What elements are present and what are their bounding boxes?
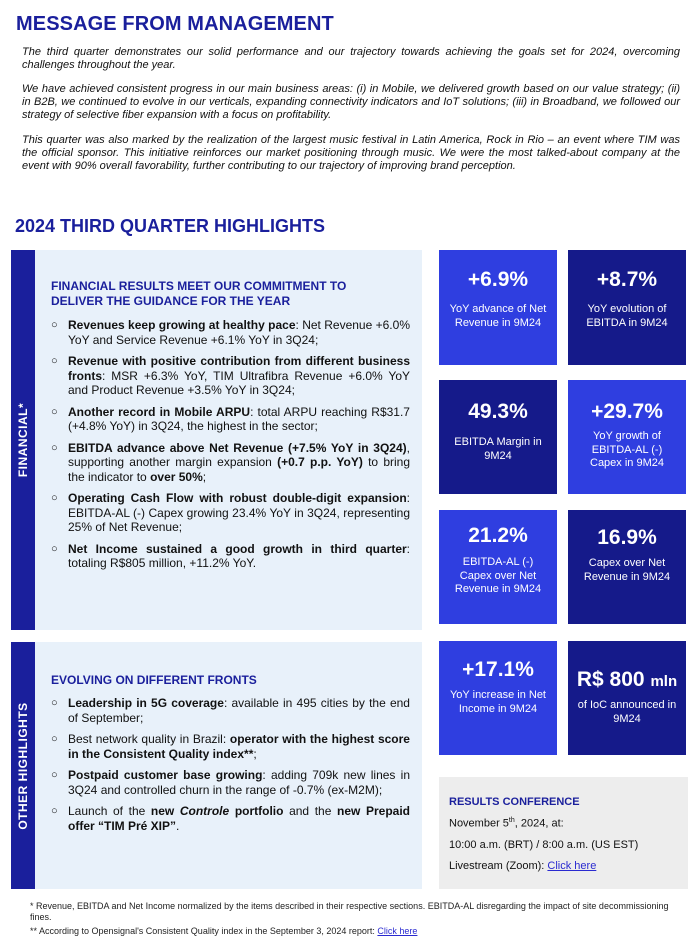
kpi-card-capex-revenue: [568, 510, 686, 624]
kpi-card-net-income: [439, 641, 557, 755]
kpi-card-ebitda: [568, 250, 686, 365]
other-sidebar: [11, 642, 35, 889]
conference-time: 10:00 a.m. (BRT) / 8:00 a.m. (US EST): [449, 839, 639, 851]
circle-bullet-icon: ○: [51, 697, 58, 709]
kpi-card-ioc: [568, 641, 686, 755]
kpi-description: YoY advance of Net Revenue in 9M24: [449, 303, 547, 329]
financial-panel: [35, 250, 422, 630]
conference-livestream: Livestream (Zoom): Click here: [449, 860, 597, 872]
financial-side-label: FINANCIAL*: [16, 402, 30, 478]
other-panel-title: EVOLVING ON DIFFERENT FRONTS: [51, 673, 257, 687]
other-side-label: OTHER HIGHLIGHTS: [16, 701, 30, 830]
financial-title-line1: FINANCIAL RESULTS MEET OUR COMMITMENT TO: [51, 279, 347, 293]
circle-bullet-icon: ○: [51, 769, 58, 781]
highlights-title: 2024 THIRD QUARTER HIGHLIGHTS: [15, 216, 326, 236]
list-item: ○ Postpaid customer base growing: adding 709k new lines in 3Q24 and controlled churn in the range of -0.7% (ex-M2M);: [51, 768, 411, 797]
kpi-description: of IoC announced in 9M24: [577, 699, 677, 725]
circle-bullet-icon: ○: [51, 319, 58, 331]
list-item: ○ Best network quality in Brazil: operator with the highest score in the Consistent Quality index**;: [51, 732, 410, 761]
kpi-card-ebitda-margin: [439, 380, 557, 494]
circle-bullet-icon: ○: [51, 733, 58, 745]
financial-title-line2: DELIVER THE GUIDANCE FOR THE YEAR: [51, 294, 291, 308]
financial-bullets: [51, 318, 410, 578]
management-title: MESSAGE FROM MANAGEMENT: [16, 13, 334, 35]
list-item: ○ Another record in Mobile ARPU: total ARPU reaching R$31.7 (+4.8% YoY) in 3Q24, the highest in the sector;: [51, 404, 410, 433]
kpi-value: R$ 800 mln: [576, 668, 678, 691]
kpi-value: 21.2%: [468, 524, 528, 547]
kpi-card-ebitda-al-capex-growth: [568, 380, 686, 494]
kpi-card-net-revenue: [439, 250, 557, 365]
management-paragraph-1: The third quarter demonstrates our solid performance and our trajectory towards achieving the goals set for 2024, overcoming challenges throughout the year.: [22, 46, 680, 72]
list-item: ○ Revenues keep growing at healthy pace: Net Revenue +6.0% YoY and Service Revenue +6.1% YoY in 3Q24;: [51, 318, 410, 347]
kpi-value: +17.1%: [462, 658, 534, 681]
conference-date: November 5th, 2024, at:: [449, 817, 564, 830]
list-item: ○ EBITDA advance above Net Revenue (+7.5% YoY in 3Q24), supporting another margin expansion (+0.7 p.p. YoY) to bring the indicator to over 50%;: [51, 440, 410, 484]
management-paragraph-3: This quarter was also marked by the realization of the largest music festival in Latin America, Rock in Rio – an event where TIM was the official sponsor. This initiative reinforces our market positioning through music. We were the most talked-about company at the event with 90% overall favorability, further contributing to our trajectory of improving brand perception.: [22, 134, 680, 173]
circle-bullet-icon: ○: [51, 492, 58, 504]
circle-bullet-icon: ○: [51, 355, 58, 367]
circle-bullet-icon: ○: [51, 542, 58, 555]
kpi-description: EBITDA Margin in 9M24: [454, 436, 542, 462]
kpi-value: 16.9%: [597, 526, 657, 549]
list-item: ○ Leadership in 5G coverage: available in 495 cities by the end of September;: [51, 696, 410, 725]
financial-sidebar: [11, 250, 35, 630]
management-paragraph-2: We have achieved consistent progress in our main business areas: (i) in Mobile, we delivered growth based on our value strategy; (ii) in B2B, we continued to evolve in our verticals, expanding connectivity indicators and IoT solutions; (iii) in Broadband, we followed our strategy of selective fiber expansion with a focus on profitability.: [22, 83, 680, 122]
kpi-description: YoY increase in Net Income in 9M24: [449, 689, 546, 715]
list-item: ○ Operating Cash Flow with robust double-digit expansion: EBITDA-AL (-) Capex growing 23.4% YoY in 3Q24, representing 25% of Net Revenue;: [51, 491, 410, 534]
circle-bullet-icon: ○: [51, 805, 58, 817]
circle-bullet-icon: ○: [51, 405, 58, 418]
list-item: ○ Net Income sustained a good growth in third quarter: totaling R$805 million, +11.2% YoY.: [51, 541, 410, 570]
kpi-description: YoY growth of EBITDA-AL (-) Capex in 9M24: [590, 430, 664, 469]
kpi-description: YoY evolution of EBITDA in 9M24: [586, 303, 668, 329]
kpi-description: EBITDA-AL (-) Capex over Net Revenue in 9M24: [454, 556, 542, 595]
footnote-1: * Revenue, EBITDA and Net Income normalized by the items described in their respective sections. EBITDA-AL disregarding the impact of site decommissioning fines.: [30, 901, 669, 922]
kpi-description: Capex over Net Revenue in 9M24: [583, 557, 671, 583]
results-conference-box: [439, 777, 688, 889]
financial-panel-title: [51, 279, 346, 309]
footnote-2: ** According to Opensignal's Consistent Quality index in the September 3, 2024 report: Click here: [30, 926, 418, 936]
other-panel: [35, 642, 422, 889]
circle-bullet-icon: ○: [51, 441, 58, 454]
conference-title: RESULTS CONFERENCE: [449, 796, 580, 808]
kpi-value: 49.3%: [468, 400, 528, 423]
other-bullets: [51, 696, 410, 840]
kpi-value: +6.9%: [467, 268, 529, 291]
kpi-card-ebitda-al-capex-revenue: [439, 510, 557, 624]
list-item: ○ Launch of the new Controle portfolio and the new Prepaid offer “TIM Pré XIP”.: [51, 804, 410, 833]
kpi-value: +8.7%: [596, 268, 658, 291]
list-item: ○ Revenue with positive contribution from different business fronts: MSR +6.3% YoY, TIM Ultrafibra Revenue +6.0% YoY and Product Revenue +3.5% YoY in 3Q24;: [51, 354, 410, 397]
opensignal-report-link[interactable]: Click here: [377, 926, 418, 936]
kpi-value: +29.7%: [591, 400, 663, 423]
livestream-link[interactable]: Click here: [547, 860, 597, 872]
